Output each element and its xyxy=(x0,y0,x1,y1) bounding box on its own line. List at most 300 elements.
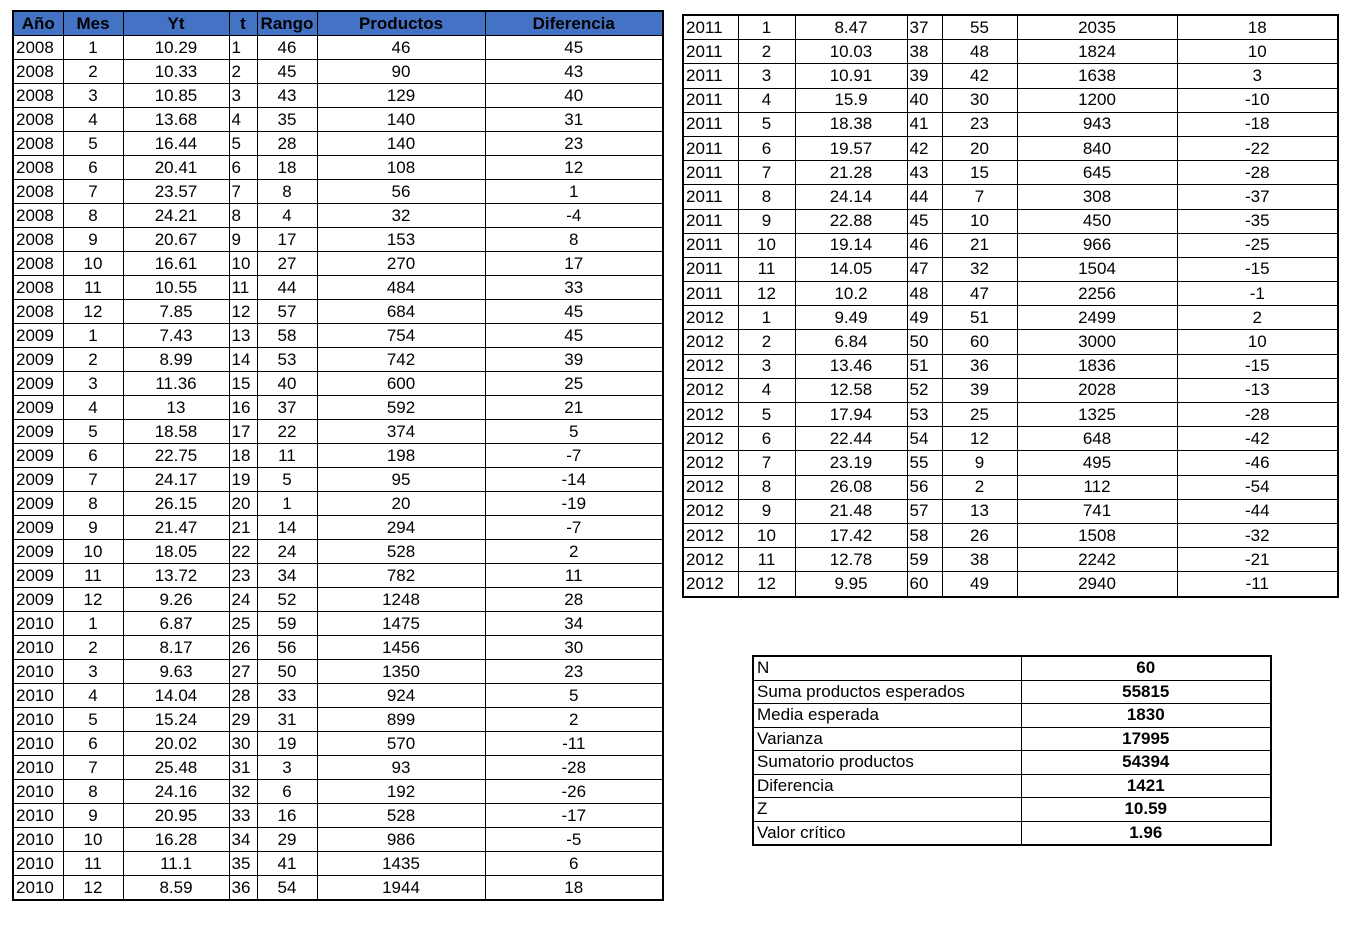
cell-t: 7 xyxy=(229,180,257,204)
cell-anio: 2010 xyxy=(13,660,63,684)
cell-mes: 5 xyxy=(63,132,123,156)
cell-yt: 13.68 xyxy=(123,108,229,132)
cell-yt: 23.19 xyxy=(795,451,907,475)
cell-productos: 528 xyxy=(317,540,485,564)
cell-t: 40 xyxy=(907,88,942,112)
cell-productos: 198 xyxy=(317,444,485,468)
cell-productos: 600 xyxy=(317,372,485,396)
cell-t: 31 xyxy=(229,756,257,780)
cell-mes: 7 xyxy=(63,756,123,780)
cell-rango: 59 xyxy=(257,612,317,636)
cell-diferencia: -17 xyxy=(485,804,663,828)
table-row xyxy=(683,257,1338,281)
cell-mes: 1 xyxy=(63,324,123,348)
cell-yt: 8.17 xyxy=(123,636,229,660)
cell-anio: 2010 xyxy=(13,756,63,780)
cell-productos: 986 xyxy=(317,828,485,852)
cell-rango: 26 xyxy=(942,523,1017,547)
summary-row xyxy=(753,821,1271,845)
cell-diferencia: -46 xyxy=(1177,451,1338,475)
cell-rango: 42 xyxy=(942,64,1017,88)
cell-productos: 192 xyxy=(317,780,485,804)
cell-diferencia: -21 xyxy=(1177,548,1338,572)
table-row xyxy=(13,60,663,84)
cell-productos: 742 xyxy=(317,348,485,372)
cell-rango: 48 xyxy=(942,40,1017,64)
cell-yt: 10.91 xyxy=(795,64,907,88)
cell-t: 12 xyxy=(229,300,257,324)
cell-t: 13 xyxy=(229,324,257,348)
table-row xyxy=(13,756,663,780)
cell-productos: 1475 xyxy=(317,612,485,636)
cell-anio: 2009 xyxy=(13,396,63,420)
cell-t: 48 xyxy=(907,282,942,306)
cell-mes: 3 xyxy=(63,660,123,684)
table-row xyxy=(683,136,1338,160)
cell-rango: 35 xyxy=(257,108,317,132)
cell-diferencia: 28 xyxy=(485,588,663,612)
cell-productos: 1248 xyxy=(317,588,485,612)
cell-productos: 1638 xyxy=(1017,64,1177,88)
cell-diferencia: 23 xyxy=(485,132,663,156)
summary-label: Suma productos esperados xyxy=(753,680,1021,704)
table-row xyxy=(13,156,663,180)
cell-mes: 4 xyxy=(63,108,123,132)
cell-diferencia: -44 xyxy=(1177,499,1338,523)
cell-diferencia: -18 xyxy=(1177,112,1338,136)
cell-anio: 2011 xyxy=(683,161,738,185)
cell-anio: 2009 xyxy=(13,420,63,444)
summary-value: 10.59 xyxy=(1021,798,1271,822)
cell-t: 1 xyxy=(229,36,257,60)
cell-t: 53 xyxy=(907,403,942,427)
cell-anio: 2012 xyxy=(683,475,738,499)
cell-anio: 2011 xyxy=(683,233,738,257)
table-row xyxy=(13,420,663,444)
cell-rango: 15 xyxy=(942,161,1017,185)
table-row xyxy=(683,15,1338,40)
cell-diferencia: 18 xyxy=(1177,15,1338,40)
cell-yt: 20.67 xyxy=(123,228,229,252)
cell-yt: 10.03 xyxy=(795,40,907,64)
cell-anio: 2008 xyxy=(13,180,63,204)
cell-yt: 10.55 xyxy=(123,276,229,300)
cell-yt: 25.48 xyxy=(123,756,229,780)
cell-productos: 924 xyxy=(317,684,485,708)
cell-rango: 49 xyxy=(942,572,1017,597)
cell-mes: 3 xyxy=(63,84,123,108)
cell-diferencia: 23 xyxy=(485,660,663,684)
cell-yt: 22.88 xyxy=(795,209,907,233)
cell-productos: 140 xyxy=(317,108,485,132)
cell-rango: 32 xyxy=(942,257,1017,281)
cell-yt: 6.87 xyxy=(123,612,229,636)
cell-yt: 15.9 xyxy=(795,88,907,112)
table-row xyxy=(13,564,663,588)
cell-rango: 36 xyxy=(942,354,1017,378)
cell-diferencia: 12 xyxy=(485,156,663,180)
cell-anio: 2010 xyxy=(13,732,63,756)
cell-diferencia: -26 xyxy=(485,780,663,804)
cell-yt: 12.58 xyxy=(795,378,907,402)
cell-yt: 9.49 xyxy=(795,306,907,330)
cell-diferencia: -13 xyxy=(1177,378,1338,402)
cell-productos: 684 xyxy=(317,300,485,324)
cell-productos: 270 xyxy=(317,252,485,276)
cell-t: 9 xyxy=(229,228,257,252)
table-row xyxy=(13,852,663,876)
cell-productos: 374 xyxy=(317,420,485,444)
cell-rango: 60 xyxy=(942,330,1017,354)
cell-anio: 2010 xyxy=(13,876,63,901)
table-row xyxy=(13,780,663,804)
cell-productos: 1435 xyxy=(317,852,485,876)
table-row xyxy=(13,540,663,564)
cell-diferencia: -28 xyxy=(485,756,663,780)
cell-t: 60 xyxy=(907,572,942,597)
cell-diferencia: 2 xyxy=(1177,306,1338,330)
table-row xyxy=(683,282,1338,306)
table-row xyxy=(13,228,663,252)
cell-rango: 41 xyxy=(257,852,317,876)
summary-label: Z xyxy=(753,798,1021,822)
table-row xyxy=(683,475,1338,499)
cell-productos: 1824 xyxy=(1017,40,1177,64)
header-mes: Mes xyxy=(63,11,123,36)
cell-diferencia: -14 xyxy=(485,468,663,492)
table-row xyxy=(13,492,663,516)
cell-t: 3 xyxy=(229,84,257,108)
cell-t: 19 xyxy=(229,468,257,492)
cell-mes: 12 xyxy=(738,572,795,597)
header-rango: Rango xyxy=(257,11,317,36)
cell-anio: 2010 xyxy=(13,636,63,660)
cell-rango: 19 xyxy=(257,732,317,756)
cell-rango: 30 xyxy=(942,88,1017,112)
header-productos: Productos xyxy=(317,11,485,36)
cell-anio: 2011 xyxy=(683,15,738,40)
cell-yt: 24.21 xyxy=(123,204,229,228)
cell-yt: 13.72 xyxy=(123,564,229,588)
cell-rango: 16 xyxy=(257,804,317,828)
cell-anio: 2011 xyxy=(683,185,738,209)
table-row xyxy=(13,108,663,132)
cell-yt: 21.47 xyxy=(123,516,229,540)
cell-t: 23 xyxy=(229,564,257,588)
cell-yt: 10.85 xyxy=(123,84,229,108)
cell-diferencia: 25 xyxy=(485,372,663,396)
cell-yt: 14.05 xyxy=(795,257,907,281)
cell-mes: 12 xyxy=(63,588,123,612)
cell-mes: 11 xyxy=(63,852,123,876)
cell-anio: 2011 xyxy=(683,136,738,160)
cell-rango: 47 xyxy=(942,282,1017,306)
cell-diferencia: 43 xyxy=(485,60,663,84)
table-row xyxy=(13,372,663,396)
cell-mes: 1 xyxy=(738,306,795,330)
cell-mes: 2 xyxy=(63,60,123,84)
cell-productos: 484 xyxy=(317,276,485,300)
cell-t: 37 xyxy=(907,15,942,40)
cell-productos: 1508 xyxy=(1017,523,1177,547)
cell-yt: 9.95 xyxy=(795,572,907,597)
cell-productos: 570 xyxy=(317,732,485,756)
cell-rango: 21 xyxy=(942,233,1017,257)
cell-productos: 2256 xyxy=(1017,282,1177,306)
cell-mes: 4 xyxy=(63,684,123,708)
cell-productos: 1350 xyxy=(317,660,485,684)
cell-anio: 2012 xyxy=(683,330,738,354)
cell-diferencia: -11 xyxy=(1177,572,1338,597)
cell-yt: 18.05 xyxy=(123,540,229,564)
table-row xyxy=(13,444,663,468)
cell-yt: 16.28 xyxy=(123,828,229,852)
cell-diferencia: -42 xyxy=(1177,427,1338,451)
table-row xyxy=(683,403,1338,427)
cell-mes: 7 xyxy=(63,468,123,492)
cell-mes: 8 xyxy=(63,204,123,228)
cell-anio: 2012 xyxy=(683,548,738,572)
cell-anio: 2010 xyxy=(13,828,63,852)
cell-t: 54 xyxy=(907,427,942,451)
cell-anio: 2009 xyxy=(13,468,63,492)
cell-t: 33 xyxy=(229,804,257,828)
cell-t: 57 xyxy=(907,499,942,523)
cell-t: 26 xyxy=(229,636,257,660)
cell-rango: 38 xyxy=(942,548,1017,572)
cell-anio: 2012 xyxy=(683,523,738,547)
cell-mes: 5 xyxy=(63,708,123,732)
summary-value: 60 xyxy=(1021,656,1271,680)
cell-productos: 592 xyxy=(317,396,485,420)
cell-t: 38 xyxy=(907,40,942,64)
cell-diferencia: -32 xyxy=(1177,523,1338,547)
cell-diferencia: -28 xyxy=(1177,161,1338,185)
summary-row xyxy=(753,727,1271,751)
cell-anio: 2012 xyxy=(683,427,738,451)
cell-mes: 7 xyxy=(738,161,795,185)
table-row xyxy=(13,660,663,684)
summary-label: Sumatorio productos xyxy=(753,751,1021,775)
cell-t: 18 xyxy=(229,444,257,468)
cell-productos: 153 xyxy=(317,228,485,252)
cell-productos: 741 xyxy=(1017,499,1177,523)
cell-t: 35 xyxy=(229,852,257,876)
cell-diferencia: 33 xyxy=(485,276,663,300)
cell-t: 59 xyxy=(907,548,942,572)
cell-anio: 2008 xyxy=(13,108,63,132)
cell-rango: 4 xyxy=(257,204,317,228)
cell-yt: 12.78 xyxy=(795,548,907,572)
cell-diferencia: 31 xyxy=(485,108,663,132)
cell-rango: 1 xyxy=(257,492,317,516)
table-row xyxy=(683,499,1338,523)
cell-yt: 10.33 xyxy=(123,60,229,84)
cell-rango: 9 xyxy=(942,451,1017,475)
summary-value: 1.96 xyxy=(1021,821,1271,845)
cell-productos: 1200 xyxy=(1017,88,1177,112)
cell-mes: 1 xyxy=(63,612,123,636)
cell-anio: 2012 xyxy=(683,378,738,402)
cell-productos: 450 xyxy=(1017,209,1177,233)
cell-diferencia: -4 xyxy=(485,204,663,228)
table-row xyxy=(13,396,663,420)
cell-yt: 11.36 xyxy=(123,372,229,396)
cell-diferencia: 8 xyxy=(485,228,663,252)
cell-yt: 26.15 xyxy=(123,492,229,516)
summary-label: N xyxy=(753,656,1021,680)
cell-t: 56 xyxy=(907,475,942,499)
summary-row xyxy=(753,774,1271,798)
cell-t: 14 xyxy=(229,348,257,372)
cell-anio: 2011 xyxy=(683,88,738,112)
cell-t: 39 xyxy=(907,64,942,88)
cell-mes: 9 xyxy=(738,499,795,523)
summary-label: Media esperada xyxy=(753,704,1021,728)
cell-rango: 6 xyxy=(257,780,317,804)
cell-anio: 2008 xyxy=(13,228,63,252)
cell-diferencia: -35 xyxy=(1177,209,1338,233)
cell-rango: 58 xyxy=(257,324,317,348)
cell-diferencia: -22 xyxy=(1177,136,1338,160)
cell-productos: 1944 xyxy=(317,876,485,901)
cell-diferencia: -15 xyxy=(1177,257,1338,281)
table-row xyxy=(13,300,663,324)
cell-rango: 18 xyxy=(257,156,317,180)
table-row xyxy=(683,233,1338,257)
cell-diferencia: 39 xyxy=(485,348,663,372)
cell-productos: 899 xyxy=(317,708,485,732)
summary-row xyxy=(753,680,1271,704)
cell-anio: 2009 xyxy=(13,516,63,540)
cell-diferencia: 2 xyxy=(485,708,663,732)
cell-mes: 8 xyxy=(738,185,795,209)
cell-diferencia: -5 xyxy=(485,828,663,852)
cell-productos: 93 xyxy=(317,756,485,780)
cell-diferencia: -25 xyxy=(1177,233,1338,257)
cell-anio: 2010 xyxy=(13,804,63,828)
table-row xyxy=(13,804,663,828)
cell-mes: 2 xyxy=(738,40,795,64)
cell-mes: 4 xyxy=(738,88,795,112)
cell-mes: 6 xyxy=(738,136,795,160)
cell-yt: 13 xyxy=(123,396,229,420)
table-row xyxy=(13,324,663,348)
cell-mes: 5 xyxy=(738,112,795,136)
cell-rango: 39 xyxy=(942,378,1017,402)
cell-yt: 8.99 xyxy=(123,348,229,372)
cell-rango: 29 xyxy=(257,828,317,852)
cell-diferencia: 18 xyxy=(485,876,663,901)
cell-t: 43 xyxy=(907,161,942,185)
cell-t: 58 xyxy=(907,523,942,547)
cell-productos: 648 xyxy=(1017,427,1177,451)
cell-productos: 495 xyxy=(1017,451,1177,475)
cell-diferencia: 11 xyxy=(485,564,663,588)
cell-diferencia: -10 xyxy=(1177,88,1338,112)
cell-t: 32 xyxy=(229,780,257,804)
cell-mes: 11 xyxy=(738,257,795,281)
cell-yt: 18.38 xyxy=(795,112,907,136)
header-row xyxy=(13,11,663,36)
table-row xyxy=(683,306,1338,330)
cell-t: 28 xyxy=(229,684,257,708)
table-row xyxy=(683,209,1338,233)
cell-anio: 2012 xyxy=(683,499,738,523)
data-table-left xyxy=(12,10,664,901)
cell-yt: 20.02 xyxy=(123,732,229,756)
cell-anio: 2008 xyxy=(13,84,63,108)
cell-anio: 2009 xyxy=(13,588,63,612)
cell-rango: 43 xyxy=(257,84,317,108)
cell-rango: 50 xyxy=(257,660,317,684)
cell-diferencia: 5 xyxy=(485,684,663,708)
summary-label: Valor crítico xyxy=(753,821,1021,845)
cell-mes: 10 xyxy=(63,252,123,276)
summary-label: Diferencia xyxy=(753,774,1021,798)
cell-t: 24 xyxy=(229,588,257,612)
summary-table xyxy=(752,655,1272,846)
cell-mes: 9 xyxy=(738,209,795,233)
cell-t: 21 xyxy=(229,516,257,540)
summary-value: 55815 xyxy=(1021,680,1271,704)
cell-rango: 52 xyxy=(257,588,317,612)
cell-anio: 2010 xyxy=(13,780,63,804)
cell-anio: 2008 xyxy=(13,132,63,156)
cell-diferencia: -15 xyxy=(1177,354,1338,378)
cell-anio: 2009 xyxy=(13,492,63,516)
cell-diferencia: -7 xyxy=(485,444,663,468)
cell-diferencia: 1 xyxy=(485,180,663,204)
cell-anio: 2010 xyxy=(13,684,63,708)
cell-diferencia: 10 xyxy=(1177,330,1338,354)
cell-mes: 6 xyxy=(63,444,123,468)
cell-yt: 20.95 xyxy=(123,804,229,828)
cell-rango: 37 xyxy=(257,396,317,420)
cell-productos: 95 xyxy=(317,468,485,492)
cell-yt: 16.61 xyxy=(123,252,229,276)
cell-rango: 7 xyxy=(942,185,1017,209)
cell-yt: 17.42 xyxy=(795,523,907,547)
cell-rango: 13 xyxy=(942,499,1017,523)
cell-anio: 2009 xyxy=(13,372,63,396)
cell-mes: 3 xyxy=(738,354,795,378)
cell-mes: 4 xyxy=(738,378,795,402)
cell-yt: 8.59 xyxy=(123,876,229,901)
table-row xyxy=(683,88,1338,112)
cell-yt: 18.58 xyxy=(123,420,229,444)
table-row xyxy=(13,828,663,852)
table-row xyxy=(683,548,1338,572)
summary-value: 54394 xyxy=(1021,751,1271,775)
cell-rango: 45 xyxy=(257,60,317,84)
cell-yt: 26.08 xyxy=(795,475,907,499)
cell-anio: 2008 xyxy=(13,252,63,276)
cell-t: 22 xyxy=(229,540,257,564)
table-row xyxy=(13,468,663,492)
cell-anio: 2008 xyxy=(13,276,63,300)
cell-t: 5 xyxy=(229,132,257,156)
cell-yt: 20.41 xyxy=(123,156,229,180)
cell-diferencia: 5 xyxy=(485,420,663,444)
cell-yt: 17.94 xyxy=(795,403,907,427)
cell-rango: 3 xyxy=(257,756,317,780)
cell-diferencia: -19 xyxy=(485,492,663,516)
cell-t: 47 xyxy=(907,257,942,281)
cell-rango: 5 xyxy=(257,468,317,492)
table-row xyxy=(13,612,663,636)
table-row xyxy=(13,84,663,108)
